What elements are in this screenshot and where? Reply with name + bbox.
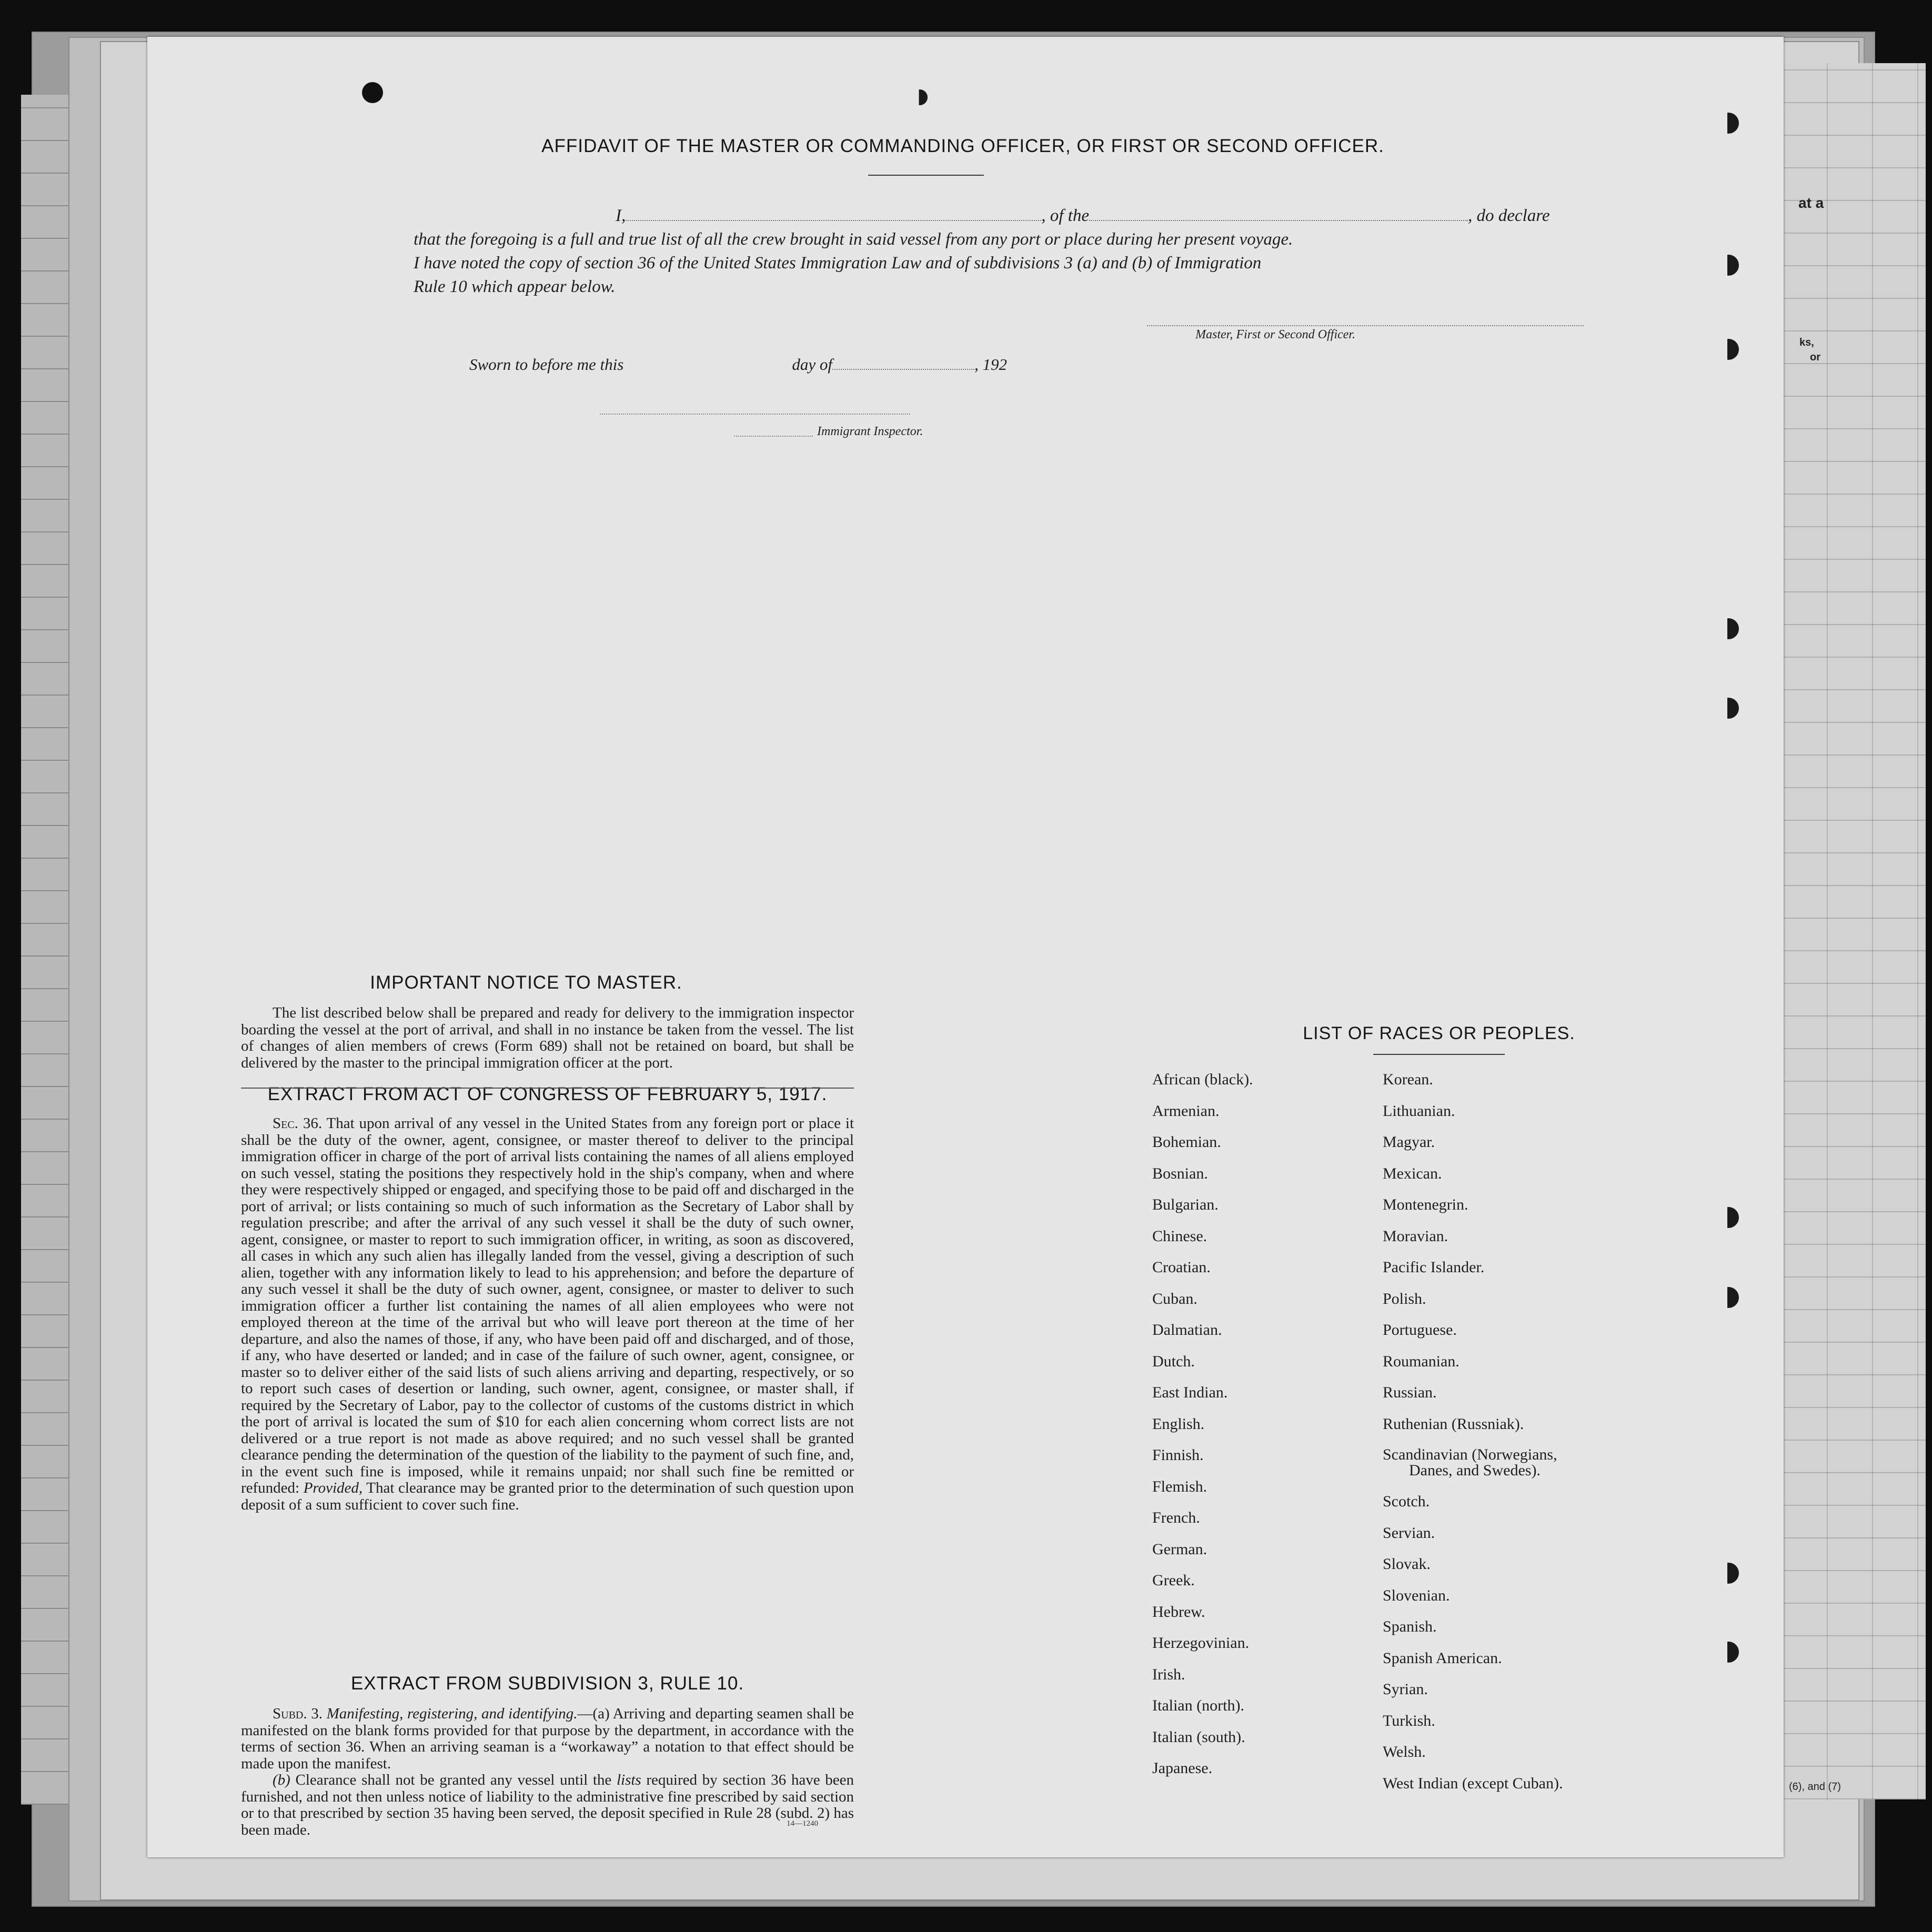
inspector-label: Immigrant Inspector. (817, 425, 923, 438)
inspector-line-top (600, 414, 910, 415)
race-item: Polish. (1383, 1290, 1426, 1307)
race-item: Russian. (1383, 1384, 1437, 1401)
race-item: Armenian. (1152, 1102, 1220, 1120)
punch-hole (1718, 1207, 1739, 1228)
race-item: Danes, and Swedes). (1409, 1462, 1541, 1479)
declaration-line-4: Rule 10 which appear below. (414, 277, 616, 296)
punch-hole (1718, 339, 1739, 360)
act-paragraph (241, 1115, 854, 1513)
signature-line (1147, 325, 1584, 326)
races-title: LIST OF RACES OR PEOPLES. (1303, 1023, 1575, 1043)
race-item: Slovenian. (1383, 1586, 1450, 1604)
race-item: Spanish American. (1383, 1649, 1502, 1667)
sworn-day-of: day of (792, 355, 832, 374)
sworn-prefix: Sworn to before me this (469, 355, 624, 374)
race-item: Dutch. (1152, 1352, 1195, 1370)
provided-word: Provided, (303, 1480, 363, 1496)
race-item: Japanese. (1152, 1759, 1213, 1777)
races-rule (1373, 1054, 1505, 1055)
punch-hole (1718, 698, 1739, 719)
left-ledger-strip (21, 95, 68, 1805)
decl-i: I, (616, 206, 626, 225)
declaration-line-2: that the foregoing is a full and true list of all the crew brought in said vessel from any port or place during her present voyage. (414, 230, 1293, 249)
declaration-line-1 (468, 204, 1584, 228)
race-item: Greek. (1152, 1572, 1195, 1589)
race-item: Mexican. (1383, 1164, 1442, 1182)
form-number: 14—1240 (787, 1819, 818, 1828)
race-item: Magyar. (1383, 1133, 1435, 1151)
notice-title: IMPORTANT NOTICE TO MASTER. (370, 972, 682, 993)
inspector-line (734, 436, 813, 437)
race-item: Irish. (1152, 1665, 1185, 1683)
rule-a-text: —(a) Arriving and departing seamen shall be manifested on the blank forms provided for that purpose by the department, in accordance with the terms of section 36. When an arriving seaman is a “workaway” a notation to that effect should be made upon the manifest. (241, 1705, 854, 1772)
affidavit-title: AFFIDAVIT OF THE MASTER OR COMMANDING OFFICER, OR FIRST OR SECOND OFFICER. (541, 136, 1384, 156)
races-left-column (1152, 1064, 1253, 1784)
race-item: Servian. (1383, 1524, 1435, 1542)
margin-snippet: at a (1798, 195, 1824, 211)
race-item: Dalmatian. (1152, 1321, 1222, 1339)
punch-hole (362, 82, 383, 103)
race-item: Turkish. (1383, 1712, 1435, 1729)
race-item: Italian (south). (1152, 1728, 1245, 1746)
race-item: Bulgarian. (1152, 1196, 1219, 1213)
lists-word: lists (616, 1772, 641, 1788)
act-extract-title: EXTRACT FROM ACT OF CONGRESS OF FEBRUARY 5, 1917. (267, 1084, 828, 1104)
declaration-line-3: I have noted the copy of section 36 of the United States Immigration Law and of subdivisions 3 (a) and (b) of Immigration (414, 254, 1262, 273)
signature-label: Master, First or Second Officer. (1195, 328, 1355, 341)
month-blank (832, 369, 974, 370)
punch-hole (1718, 1642, 1739, 1663)
name-blank (626, 220, 1041, 221)
race-item: African (black). (1152, 1071, 1253, 1088)
races-right-column (1383, 1064, 1563, 1799)
race-item: Hebrew. (1152, 1603, 1205, 1621)
punch-hole (1718, 1563, 1739, 1584)
punch-hole (912, 89, 928, 105)
punch-hole (1718, 618, 1739, 639)
race-item: East Indian. (1152, 1384, 1228, 1401)
sworn-line (469, 353, 1522, 376)
affidavit-page (147, 37, 1784, 1857)
rule-paragraph-b (241, 1772, 854, 1838)
race-item: Bohemian. (1152, 1133, 1221, 1151)
margin-snippet: or (1810, 351, 1820, 363)
race-item: English. (1152, 1415, 1205, 1433)
margin-snippet: ks, (1799, 337, 1814, 348)
race-item: French. (1152, 1509, 1200, 1526)
race-item: Korean. (1383, 1071, 1433, 1088)
vessel-blank (1089, 220, 1468, 221)
race-item: Finnish. (1152, 1446, 1204, 1464)
margin-snippet: (6), and (7) (1789, 1781, 1841, 1793)
race-item: Cuban. (1152, 1290, 1198, 1307)
race-item: Bosnian. (1152, 1164, 1208, 1182)
subd-heading: Manifesting, registering, and identifying. (326, 1705, 578, 1722)
decl-of-the: , of the (1041, 206, 1089, 225)
race-item: Pacific Islander. (1383, 1259, 1485, 1276)
race-item: Roumanian. (1383, 1352, 1460, 1370)
section-label: Sec. 36. (273, 1115, 323, 1132)
title-rule (868, 175, 984, 176)
subd-label: Subd. 3. (273, 1705, 323, 1722)
act-text-end: That clearance may be granted prior to the determination of such question upon deposit of a sum sufficient to cover such fine. (241, 1480, 854, 1513)
race-item: Ruthenian (Russniak). (1383, 1415, 1524, 1433)
rule-paragraph-a (241, 1706, 854, 1772)
b-label: (b) (273, 1772, 290, 1788)
rule-extract-text (241, 1706, 854, 1838)
race-item: Syrian. (1383, 1681, 1428, 1698)
decl-do-declare: , do declare (1467, 206, 1550, 225)
rule-extract-title: EXTRACT FROM SUBDIVISION 3, RULE 10. (350, 1673, 744, 1694)
race-item: Scotch. (1383, 1493, 1430, 1510)
race-item: German. (1152, 1540, 1208, 1558)
race-item: Portuguese. (1383, 1321, 1457, 1339)
punch-hole (1718, 1287, 1739, 1308)
race-item: West Indian (except Cuban). (1383, 1774, 1563, 1792)
act-text: That upon arrival of any vessel in the United States from any foreign port or place it shall be the duty of the owner, agent, consignee, or master thereof to deliver to the principal immigration officer in charge of the port of arrival lists containing the names of all aliens employed on such vessel, stating the positions they respectively hold in the ship's company, when and where they were respectively shipped or engaged, and specifying those to be paid off and discharged in the port of arrival; or lists containing so much of such information as the Secretary of Labor shall by regulation prescribe; and after the arrival of any such vessel it shall be the duty of such owner, agent, consignee, or master to report to such immigration officer, in writing, as soon as discovered, all cases in which any such alien has illegally landed from the vessel, giving a description of such alien, together with any information likely to lead to his apprehension; and before the departure of any such vessel it shall be the duty of such owner, agent, consignee, or master to deliver to such immigration officer a further list containing the names of all alien employees who were not employed thereon at the time of the arrival but who will leave port thereon at the time of her departure, and also the names of those, if any, who have been paid off and discharged, and of those, if any, who have deserted or landed; and in case of the failure of such owner, agent, consignee, or master so to deliver either of the said lists of such aliens arriving and departing, respectively, or so to report such cases of desertion or landing, such owner, agent, consignee, or master shall, if required by the Secretary of Labor, pay to the collector of customs of the customs district in which the port of arrival is located the sum of $10 for each alien concerning whom correct lists are not delivered or a true report is not made as above required; and no such vessel shall be granted clearance pending the determination of the question of the liability to the payment of such fine, and, in the event such fine is imposed, while it remains unpaid; nor shall such fine be remitted or refunded: (241, 1115, 854, 1496)
race-item: Chinese. (1152, 1227, 1208, 1245)
race-item: Herzegovinian. (1152, 1634, 1250, 1652)
rule-b-text-2: required by section 36 have been furnished, and not then unless notice of liability to the administrative fine prescribed by said section or to that prescribed by section 35 having been served, the deposit specified in Rule 28 (subd. 2) has been made. (241, 1772, 854, 1838)
act-rule (241, 1088, 854, 1089)
race-item: Croatian. (1152, 1259, 1211, 1276)
notice-text (241, 1005, 854, 1071)
punch-hole (1718, 113, 1739, 134)
race-item: Slovak. (1383, 1555, 1431, 1573)
notice-paragraph: The list described below shall be prepared and ready for delivery to the immigration inspector boarding the vessel at the port of arrival, and shall in no instance be taken from the vessel. The list of changes of alien members of crews (Form 689) shall not be retained on board, but shall be delivered by the master to the principal immigration officer at the port. (241, 1004, 854, 1071)
act-extract-text (241, 1115, 854, 1513)
race-item: Italian (north). (1152, 1697, 1244, 1714)
race-item: Montenegrin. (1383, 1196, 1468, 1213)
punch-hole (1718, 255, 1739, 276)
race-item: Spanish. (1383, 1618, 1437, 1635)
race-item: Moravian. (1383, 1227, 1448, 1245)
race-item: Scandinavian (Norwegians, (1383, 1446, 1557, 1463)
sworn-year: , 192 (974, 355, 1007, 374)
rule-b-text-1: Clearance shall not be granted any vessel until the (295, 1772, 612, 1788)
race-item: Flemish. (1152, 1477, 1208, 1495)
race-item: Lithuanian. (1383, 1102, 1455, 1120)
race-item: Welsh. (1383, 1743, 1426, 1760)
